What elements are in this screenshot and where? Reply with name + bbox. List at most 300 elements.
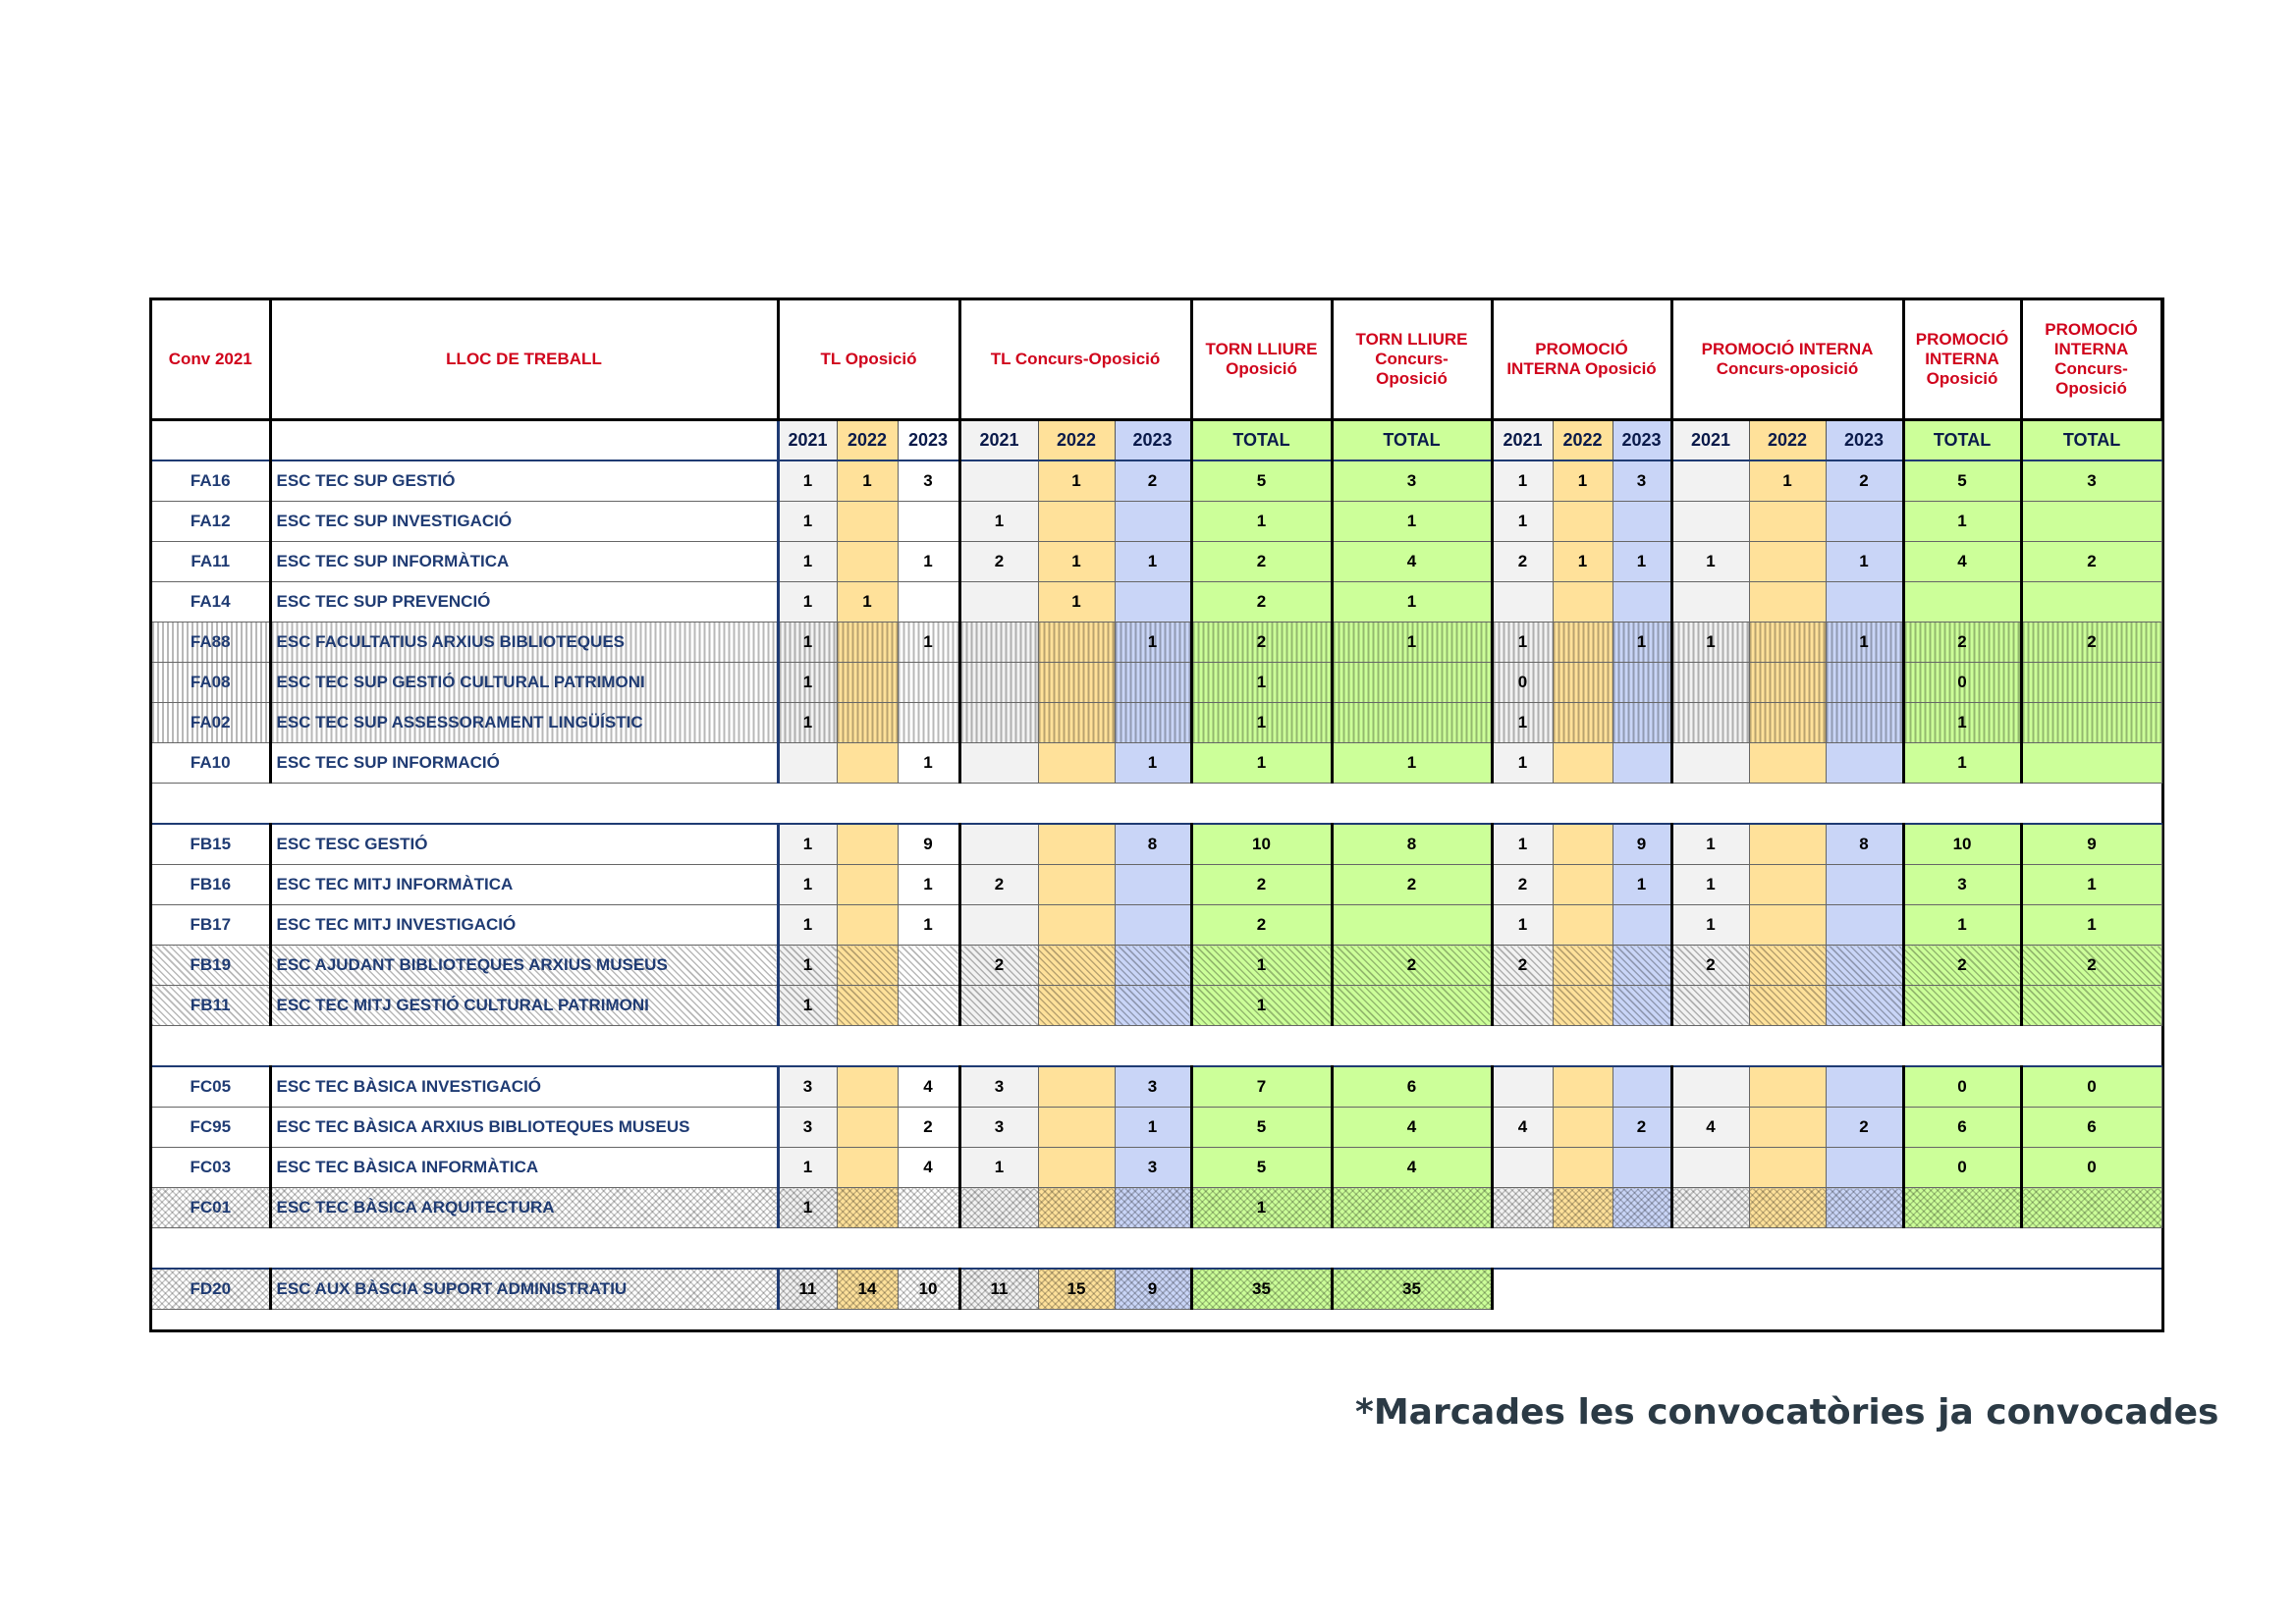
value-cell: 1	[1332, 743, 1492, 784]
table-row	[152, 460, 2161, 502]
row-job-title: ESC AJUDANT BIBLIOTEQUES ARXIUS MUSEUS	[270, 946, 778, 986]
value-cell: 4	[1492, 1108, 1553, 1148]
value-cell: 1	[1903, 703, 2021, 743]
value-cell	[1749, 905, 1826, 946]
value-cell	[837, 865, 898, 905]
subheader-cell: 2022	[1749, 420, 1826, 461]
value-cell: 1	[778, 986, 837, 1026]
value-cell: 1	[898, 865, 959, 905]
value-cell	[1553, 1066, 1613, 1108]
value-cell	[1038, 743, 1115, 784]
value-cell: 8	[1115, 824, 1191, 865]
value-cell	[1115, 703, 1191, 743]
subheader-cell: 2021	[778, 420, 837, 461]
row-code: FB16	[152, 865, 270, 905]
value-cell: 2	[1191, 582, 1332, 623]
value-cell	[1038, 703, 1115, 743]
value-cell: 1	[898, 905, 959, 946]
row-code: FB19	[152, 946, 270, 986]
value-cell	[1492, 582, 1553, 623]
value-cell: 1	[1038, 582, 1115, 623]
value-cell	[1749, 1148, 1826, 1188]
value-cell: 4	[1332, 1108, 1492, 1148]
value-cell	[837, 1188, 898, 1228]
header-torn-lliure-oposicio: TORN LLIURE Oposició	[1191, 300, 1332, 420]
value-cell	[1115, 1188, 1191, 1228]
value-cell: 3	[1115, 1148, 1191, 1188]
value-cell: 1	[1553, 460, 1613, 502]
value-cell: 1	[1826, 623, 1903, 663]
row-job-title: ESC FACULTATIUS ARXIUS BIBLIOTEQUES	[270, 623, 778, 663]
value-cell: 5	[1191, 460, 1332, 502]
value-cell	[1553, 946, 1613, 986]
value-cell	[1826, 946, 1903, 986]
value-cell	[959, 460, 1038, 502]
table-row	[152, 1108, 2161, 1148]
table-row	[152, 946, 2161, 986]
value-cell	[959, 824, 1038, 865]
row-job-title: ESC TEC BÀSICA INFORMÀTICA	[270, 1148, 778, 1188]
value-cell: 1	[1613, 542, 1671, 582]
value-cell: 1	[2021, 865, 2161, 905]
subheader-cell: 2022	[1038, 420, 1115, 461]
value-cell	[1038, 1066, 1115, 1108]
value-cell	[1826, 865, 1903, 905]
value-cell	[1749, 986, 1826, 1026]
value-cell	[1749, 1066, 1826, 1108]
value-cell: 1	[778, 905, 837, 946]
value-cell: 1	[1749, 460, 1826, 502]
value-cell	[1749, 1108, 1826, 1148]
value-cell: 2	[959, 542, 1038, 582]
row-job-title: ESC TEC SUP ASSESSORAMENT LINGÜÍSTIC	[270, 703, 778, 743]
value-cell	[1613, 946, 1671, 986]
row-code: FB11	[152, 986, 270, 1026]
value-cell	[837, 663, 898, 703]
header-promocio-interna-concurs-oposicio: PROMOCIÓ INTERNA Concurs-oposició	[1671, 300, 1903, 420]
value-cell	[1749, 824, 1826, 865]
value-cell: 2	[1492, 542, 1553, 582]
value-cell: 8	[1332, 824, 1492, 865]
value-cell	[1613, 1066, 1671, 1108]
value-cell: 2	[1191, 865, 1332, 905]
value-cell	[1749, 542, 1826, 582]
value-cell	[1332, 703, 1492, 743]
subheader-cell: 2023	[898, 420, 959, 461]
value-cell: 4	[1671, 1108, 1749, 1148]
value-cell: 1	[1191, 946, 1332, 986]
value-cell: 1	[1613, 865, 1671, 905]
value-cell: 1	[959, 1148, 1038, 1188]
header-promocio-interna-concurs-oposicio-total: PROMOCIÓ INTERNA Concurs-Oposició	[2021, 300, 2161, 420]
value-cell: 1	[898, 623, 959, 663]
value-cell: 1	[898, 542, 959, 582]
row-code: FA14	[152, 582, 270, 623]
value-cell	[959, 905, 1038, 946]
value-cell: 1	[898, 743, 959, 784]
value-cell	[1038, 502, 1115, 542]
value-cell	[1553, 663, 1613, 703]
value-cell	[837, 623, 898, 663]
value-cell: 1	[1492, 905, 1553, 946]
subheader-cell: 2021	[1492, 420, 1553, 461]
value-cell: 1	[1492, 743, 1553, 784]
value-cell: 1	[1492, 703, 1553, 743]
table-row	[152, 743, 2161, 784]
value-cell	[2021, 502, 2161, 542]
value-cell: 6	[1903, 1108, 2021, 1148]
value-cell: 7	[1191, 1066, 1332, 1108]
value-cell	[1826, 502, 1903, 542]
value-cell: 1	[959, 502, 1038, 542]
value-cell	[898, 946, 959, 986]
value-cell: 11	[959, 1269, 1038, 1310]
footnote: *Marcades les convocatòries ja convocades	[1355, 1392, 2219, 1433]
value-cell: 1	[1903, 905, 2021, 946]
value-cell	[1115, 946, 1191, 986]
value-cell: 1	[1826, 542, 1903, 582]
value-cell	[2021, 743, 2161, 784]
header-torn-lliure-concurs-oposicio: TORN LLIURE Concurs-Oposició	[1332, 300, 1492, 420]
table-row	[152, 824, 2161, 865]
value-cell	[837, 946, 898, 986]
value-cell: 2	[1826, 1108, 1903, 1148]
value-cell: 1	[1492, 502, 1553, 542]
value-cell: 10	[1191, 824, 1332, 865]
value-cell	[1749, 623, 1826, 663]
table-row	[152, 986, 2161, 1026]
row-code: FC05	[152, 1066, 270, 1108]
row-job-title: ESC TEC MITJ GESTIÓ CULTURAL PATRIMONI	[270, 986, 778, 1026]
value-cell: 9	[2021, 824, 2161, 865]
value-cell: 2	[1671, 946, 1749, 986]
value-cell	[1115, 502, 1191, 542]
value-cell: 2	[1903, 623, 2021, 663]
value-cell	[1553, 623, 1613, 663]
value-cell	[1671, 986, 1749, 1026]
value-cell	[1613, 582, 1671, 623]
value-cell	[1826, 663, 1903, 703]
value-cell: 1	[837, 460, 898, 502]
header-conv: Conv 2021	[152, 300, 270, 420]
row-job-title: ESC TEC MITJ INVESTIGACIÓ	[270, 905, 778, 946]
value-cell: 1	[1613, 623, 1671, 663]
value-cell	[2021, 1188, 2161, 1228]
value-cell: 1	[778, 865, 837, 905]
table-row	[152, 502, 2161, 542]
row-code: FC95	[152, 1108, 270, 1148]
value-cell: 2	[1332, 946, 1492, 986]
value-cell: 11	[778, 1269, 837, 1310]
value-cell: 1	[1671, 542, 1749, 582]
value-cell	[1826, 582, 1903, 623]
value-cell: 1	[778, 1148, 837, 1188]
value-cell	[1115, 865, 1191, 905]
value-cell: 2	[2021, 542, 2161, 582]
value-cell: 1	[1332, 502, 1492, 542]
table-row	[152, 1269, 2161, 1310]
value-cell: 9	[1613, 824, 1671, 865]
value-cell: 2	[1191, 542, 1332, 582]
value-cell: 0	[1492, 663, 1553, 703]
separator-cell	[152, 1228, 2161, 1270]
value-cell	[837, 824, 898, 865]
group-separator	[152, 784, 2161, 825]
value-cell: 1	[778, 502, 837, 542]
value-cell	[1038, 623, 1115, 663]
value-cell: 2	[959, 865, 1038, 905]
value-cell	[1826, 905, 1903, 946]
value-cell: 5	[1191, 1108, 1332, 1148]
row-code: FA16	[152, 460, 270, 502]
row-code: FA10	[152, 743, 270, 784]
subheader-row	[152, 420, 2161, 461]
value-cell	[1553, 582, 1613, 623]
value-cell	[898, 502, 959, 542]
value-cell: 1	[1553, 542, 1613, 582]
value-cell	[837, 542, 898, 582]
vacancies-table-frame	[149, 298, 2164, 1332]
value-cell	[1826, 1148, 1903, 1188]
value-cell	[1332, 986, 1492, 1026]
value-cell	[1749, 502, 1826, 542]
value-cell: 1	[1492, 460, 1553, 502]
value-cell	[1492, 1148, 1553, 1188]
value-cell: 4	[1332, 1148, 1492, 1188]
value-cell: 35	[1191, 1269, 1332, 1310]
value-cell	[959, 582, 1038, 623]
value-cell	[898, 703, 959, 743]
value-cell: 1	[1492, 824, 1553, 865]
value-cell: 1	[1115, 542, 1191, 582]
value-cell	[1613, 743, 1671, 784]
value-cell: 4	[898, 1148, 959, 1188]
value-cell: 1	[1492, 623, 1553, 663]
value-cell: 1	[1115, 743, 1191, 784]
row-job-title: ESC TESC GESTIÓ	[270, 824, 778, 865]
value-cell	[959, 623, 1038, 663]
value-cell	[2021, 582, 2161, 623]
value-cell: 9	[1115, 1269, 1191, 1310]
value-cell: 1	[1191, 743, 1332, 784]
value-cell	[959, 743, 1038, 784]
value-cell	[1671, 1188, 1749, 1228]
value-cell	[1332, 663, 1492, 703]
value-cell: 2	[1332, 865, 1492, 905]
value-cell	[1613, 986, 1671, 1026]
value-cell	[1553, 1108, 1613, 1148]
subheader-cell: TOTAL	[1332, 420, 1492, 461]
subheader-cell: TOTAL	[1191, 420, 1332, 461]
value-cell	[1826, 986, 1903, 1026]
separator-cell	[152, 1026, 2161, 1067]
table-row	[152, 623, 2161, 663]
value-cell: 3	[1332, 460, 1492, 502]
value-cell: 0	[1903, 1066, 2021, 1108]
value-cell	[837, 1066, 898, 1108]
value-cell	[837, 986, 898, 1026]
value-cell: 3	[1115, 1066, 1191, 1108]
value-cell	[1749, 946, 1826, 986]
subheader-cell	[270, 420, 778, 461]
table-row	[152, 1148, 2161, 1188]
value-cell	[837, 905, 898, 946]
value-cell: 9	[898, 824, 959, 865]
value-cell: 3	[778, 1066, 837, 1108]
header-tl-oposicio: TL Oposició	[778, 300, 959, 420]
value-cell	[1038, 1188, 1115, 1228]
value-cell: 1	[1191, 986, 1332, 1026]
value-cell	[959, 1188, 1038, 1228]
value-cell	[1553, 502, 1613, 542]
value-cell: 1	[1903, 502, 2021, 542]
header-row	[152, 300, 2161, 420]
value-cell	[1553, 986, 1613, 1026]
value-cell: 3	[959, 1066, 1038, 1108]
value-cell: 10	[1903, 824, 2021, 865]
vacancies-table	[152, 300, 2163, 1310]
row-job-title: ESC TEC SUP INFORMACIÓ	[270, 743, 778, 784]
value-cell	[1903, 582, 2021, 623]
value-cell: 3	[2021, 460, 2161, 502]
value-cell	[778, 743, 837, 784]
value-cell	[1492, 1066, 1553, 1108]
value-cell	[1553, 905, 1613, 946]
value-cell	[1038, 905, 1115, 946]
value-cell	[1553, 824, 1613, 865]
table-row	[152, 582, 2161, 623]
value-cell	[959, 663, 1038, 703]
value-cell: 1	[778, 1188, 837, 1228]
value-cell	[1332, 1188, 1492, 1228]
value-cell	[1826, 743, 1903, 784]
value-cell: 2	[1492, 865, 1553, 905]
subheader-cell: TOTAL	[1903, 420, 2021, 461]
row-code: FC03	[152, 1148, 270, 1188]
value-cell: 1	[1671, 865, 1749, 905]
value-cell	[898, 986, 959, 1026]
value-cell: 0	[2021, 1148, 2161, 1188]
empty-cell	[1492, 1269, 2161, 1310]
header-tl-concurs-oposicio: TL Concurs-Oposició	[959, 300, 1191, 420]
value-cell	[1553, 703, 1613, 743]
subheader-cell: 2021	[1671, 420, 1749, 461]
value-cell: 1	[778, 824, 837, 865]
value-cell	[2021, 703, 2161, 743]
value-cell: 2	[1903, 946, 2021, 986]
header-promocio-interna-oposicio-total: PROMOCIÓ INTERNA Oposició	[1903, 300, 2021, 420]
value-cell: 1	[1671, 905, 1749, 946]
value-cell: 2	[2021, 946, 2161, 986]
value-cell	[1038, 865, 1115, 905]
value-cell	[1903, 986, 2021, 1026]
value-cell	[898, 1188, 959, 1228]
value-cell: 3	[959, 1108, 1038, 1148]
value-cell	[898, 663, 959, 703]
row-job-title: ESC TEC SUP GESTIÓ	[270, 460, 778, 502]
table-row	[152, 703, 2161, 743]
value-cell	[1332, 905, 1492, 946]
value-cell	[837, 1148, 898, 1188]
row-code: FD20	[152, 1269, 270, 1310]
value-cell: 3	[1613, 460, 1671, 502]
row-job-title: ESC TEC BÀSICA ARXIUS BIBLIOTEQUES MUSEUS	[270, 1108, 778, 1148]
value-cell: 1	[1038, 542, 1115, 582]
value-cell: 2	[1613, 1108, 1671, 1148]
value-cell	[2021, 986, 2161, 1026]
row-code: FA02	[152, 703, 270, 743]
value-cell	[1671, 502, 1749, 542]
row-code: FC01	[152, 1188, 270, 1228]
value-cell: 1	[2021, 905, 2161, 946]
value-cell	[1038, 946, 1115, 986]
value-cell	[1553, 1148, 1613, 1188]
row-code: FA08	[152, 663, 270, 703]
value-cell	[1749, 743, 1826, 784]
subheader-cell: 2023	[1115, 420, 1191, 461]
header-lloc: LLOC DE TREBALL	[270, 300, 778, 420]
value-cell	[1613, 703, 1671, 743]
value-cell: 2	[1826, 460, 1903, 502]
value-cell: 1	[778, 623, 837, 663]
value-cell	[837, 502, 898, 542]
value-cell	[1671, 1066, 1749, 1108]
value-cell	[898, 582, 959, 623]
value-cell	[1903, 1188, 2021, 1228]
value-cell: 1	[1115, 623, 1191, 663]
value-cell	[837, 743, 898, 784]
value-cell	[1671, 703, 1749, 743]
value-cell	[1671, 663, 1749, 703]
value-cell: 1	[778, 946, 837, 986]
value-cell	[1038, 1108, 1115, 1148]
value-cell: 1	[837, 582, 898, 623]
value-cell: 1	[1191, 502, 1332, 542]
value-cell	[837, 1108, 898, 1148]
table-row	[152, 905, 2161, 946]
value-cell	[1826, 1066, 1903, 1108]
row-job-title: ESC TEC MITJ INFORMÀTICA	[270, 865, 778, 905]
value-cell: 3	[1903, 865, 2021, 905]
value-cell: 8	[1826, 824, 1903, 865]
group-separator	[152, 1026, 2161, 1067]
value-cell: 1	[1332, 623, 1492, 663]
value-cell: 4	[1903, 542, 2021, 582]
subheader-cell: 2023	[1613, 420, 1671, 461]
value-cell: 4	[1332, 542, 1492, 582]
value-cell	[959, 703, 1038, 743]
value-cell: 0	[2021, 1066, 2161, 1108]
group-separator	[152, 1228, 2161, 1270]
value-cell: 2	[1191, 623, 1332, 663]
value-cell: 1	[778, 542, 837, 582]
row-job-title: ESC TEC SUP INVESTIGACIÓ	[270, 502, 778, 542]
value-cell	[1613, 1188, 1671, 1228]
value-cell	[1553, 1188, 1613, 1228]
row-job-title: ESC AUX BÀSCIA SUPORT ADMINISTRATIU	[270, 1269, 778, 1310]
row-code: FA11	[152, 542, 270, 582]
value-cell	[1115, 905, 1191, 946]
value-cell: 1	[1903, 743, 2021, 784]
table-row	[152, 865, 2161, 905]
subheader-cell: 2022	[837, 420, 898, 461]
value-cell: 6	[1332, 1066, 1492, 1108]
value-cell: 15	[1038, 1269, 1115, 1310]
subheader-cell: 2022	[1553, 420, 1613, 461]
row-code: FA88	[152, 623, 270, 663]
value-cell: 2	[2021, 623, 2161, 663]
value-cell: 1	[778, 460, 837, 502]
